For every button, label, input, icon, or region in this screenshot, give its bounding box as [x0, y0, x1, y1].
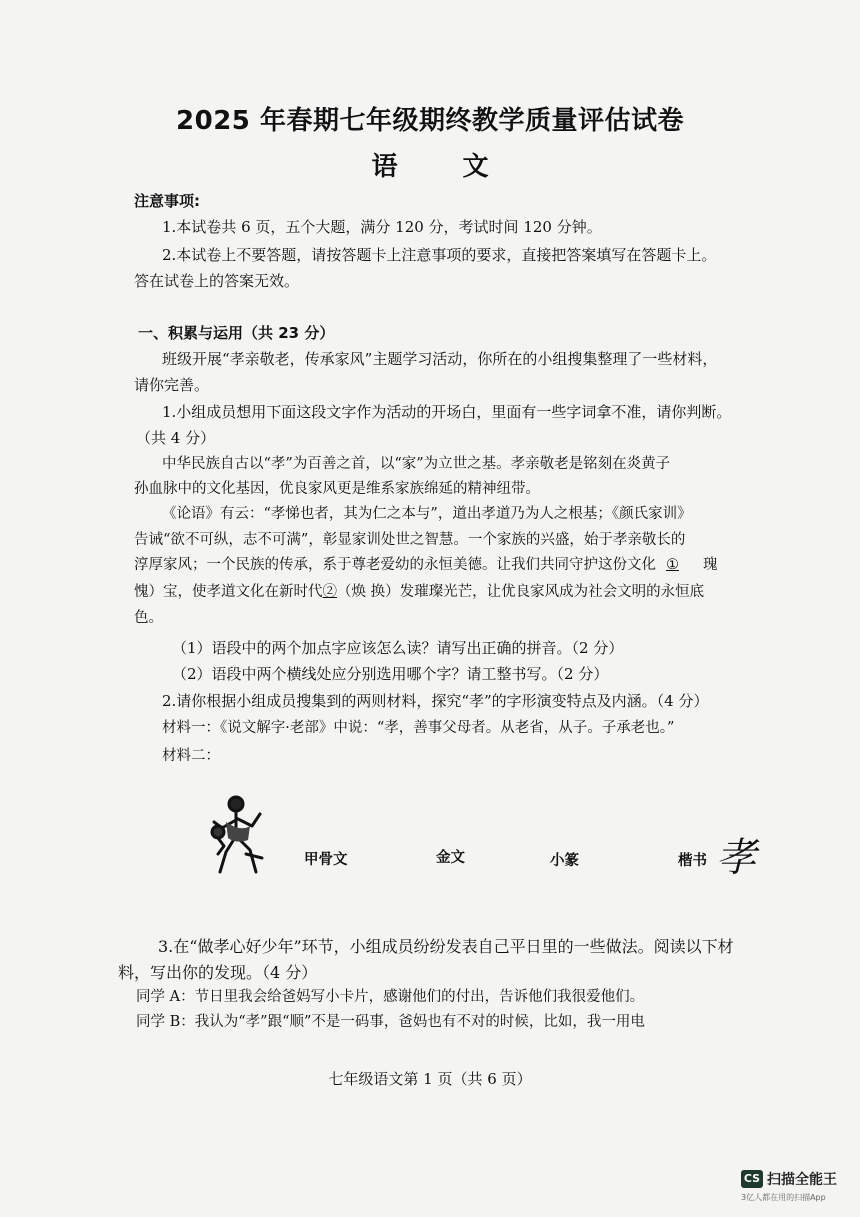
- regular-label: 楷书: [678, 853, 707, 869]
- oracle-bone-label: 甲骨文: [304, 852, 348, 868]
- seal-label: 小篆: [550, 853, 579, 869]
- scanner-app-name: 扫描全能王: [767, 1172, 837, 1188]
- material-2-label: 材料二：: [162, 748, 220, 764]
- student-a-statement: 同学 A：节日里我会给爸妈写小卡片，感谢他们的付出，告诉他们我很爱他们。: [136, 989, 645, 1005]
- passage-line-5-text: 淳厚家风；一个民族的传承，系于尊老爱幼的永恒美德。让我们共同守护这份文化: [134, 557, 656, 573]
- question-3-cont: 料，写出你的发现。（4 分）: [118, 963, 318, 982]
- passage-line-6-text: 愧）宝，使孝道文化在新时代: [134, 584, 323, 600]
- blank-2-options: （焕 换）: [337, 584, 400, 600]
- question-2: 2.请你根据小组成员搜集到的两则材料，探究“孝”的字形演变特点及内涵。（4 分）: [162, 692, 709, 710]
- section-1-heading: 一、积累与运用（共 23 分）: [138, 324, 335, 342]
- question-3: 3.在“做孝心好少年”环节，小组成员纷纷发表自己平日里的一些做法。阅读以下材: [158, 937, 734, 956]
- question-1-score: （共 4 分）: [136, 429, 216, 447]
- question-1: 1.小组成员想用下面这段文字作为活动的开场白，里面有一些字词拿不准，请你判断。: [162, 403, 732, 421]
- scanner-tagline: 3亿人都在用的扫描App: [741, 1193, 826, 1202]
- blank-2: ②: [322, 584, 337, 600]
- passage-line-6: [134, 580, 704, 601]
- notes-heading: 注意事项:: [134, 192, 200, 210]
- subject-title: 语 文: [371, 152, 517, 182]
- passage-line-4: 告诫“欲不可纵，志不可满”，彰显家训处世之智慧。一个家族的兴盛，始于孝亲敬长的: [134, 532, 686, 548]
- sub-question-1: （1）语段中的两个加点字应该怎么读？请写出正确的拼音。（2 分）: [172, 639, 624, 657]
- passage-line-3: 《论语》有云：“孝悌也者，其为仁之本与”，道出孝道乃为人之根基；《颜氏家训》: [162, 506, 692, 522]
- material-1: 材料一：《说文解字·老部》中说：“孝，善事父母者。从老省，从子。子承老也。”: [162, 720, 675, 736]
- section-1-intro: 班级开展“孝亲敬老，传承家风”主题学习活动，你所在的小组搜集整理了一些材料，: [162, 350, 718, 368]
- blank-1-options: 瑰: [703, 557, 718, 573]
- exam-title: 2025 年春期七年级期终教学质量评估试卷: [176, 106, 684, 136]
- passage-line-2: 孙血脉中的文化基因，优良家风更是维系家族绵延的精神纽带。: [134, 481, 540, 497]
- page-footer: 七年级语文第 1 页（共 6 页）: [328, 1070, 532, 1088]
- sub-question-2: （2）语段中两个横线处应分别选用哪个字？请工整书写。（2 分）: [172, 665, 609, 683]
- passage-line-5: [134, 553, 718, 574]
- scanner-logo-icon: CS: [741, 1170, 763, 1188]
- notes-item-1: 1.本试卷共 6 页，五个大题，满分 120 分，考试时间 120 分钟。: [162, 218, 602, 236]
- regular-script-character: 孝: [716, 835, 756, 881]
- blank-1: ①: [666, 557, 679, 573]
- glyph-evolution-row: [0, 792, 860, 892]
- notes-item-2-cont: 答在试卷上的答案无效。: [134, 272, 300, 290]
- section-1-intro-cont: 请你完善。: [134, 376, 210, 394]
- passage-line-6-rest: 发璀璨光芒，让优良家风成为社会文明的永恒底: [399, 584, 705, 600]
- passage-line-1: 中华民族自古以“孝”为百善之首，以“家”为立世之基。孝亲敬老是铭刻在炎黄子: [162, 456, 671, 472]
- oracle-figure-illustration: [206, 792, 272, 878]
- student-b-statement: 同学 B：我认为“孝”跟“顺”不是一码事，爸妈也有不对的时候，比如，我一用电: [136, 1014, 645, 1030]
- notes-item-2: 2.本试卷上不要答题，请按答题卡上注意事项的要求，直接把答案填写在答题卡上。: [162, 246, 717, 264]
- scanner-watermark: [741, 1168, 837, 1208]
- passage-line-7: 色。: [134, 610, 163, 626]
- bronze-label: 金文: [436, 850, 465, 866]
